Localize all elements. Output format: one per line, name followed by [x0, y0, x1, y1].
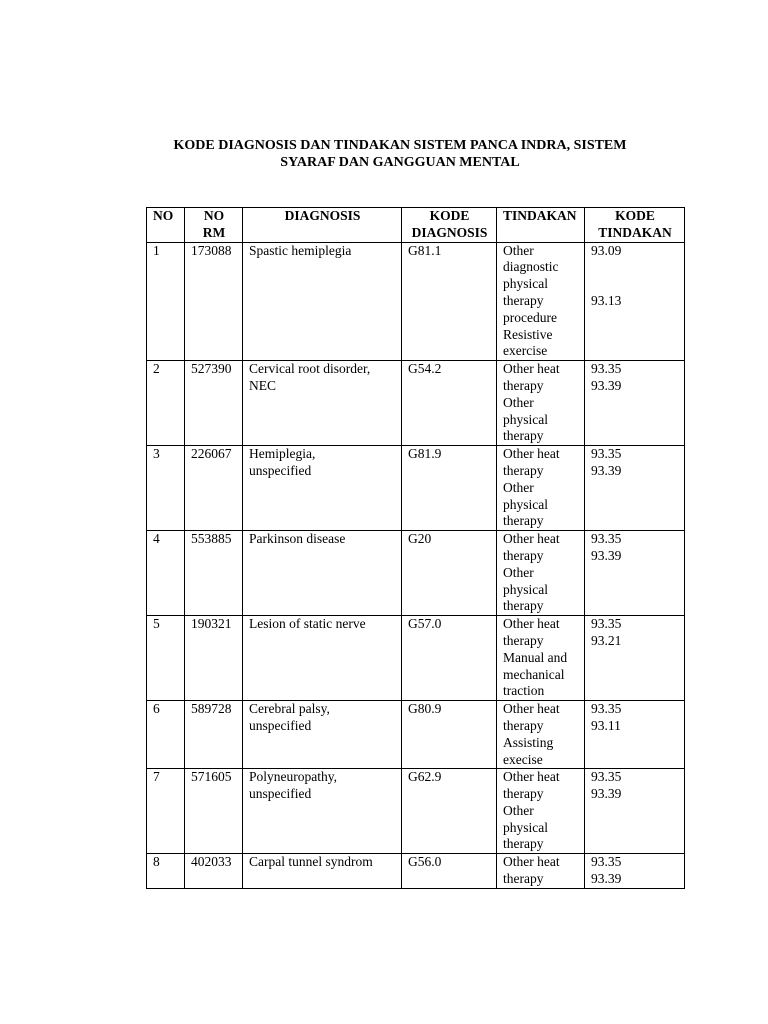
- cell-kode-tindakan: [585, 446, 685, 531]
- cell-kode-tindakan-line: 93.39: [591, 786, 622, 802]
- cell-tindakan-line: diagnostic: [503, 259, 559, 275]
- table-row: [147, 361, 685, 446]
- cell-no-rm-text: 571605: [191, 769, 232, 785]
- table-row: [147, 769, 685, 854]
- cell-no-rm-text: 173088: [191, 242, 232, 258]
- cell-kode-diagnosis: [402, 446, 497, 531]
- cell-kode-tindakan-line: [591, 276, 679, 293]
- cell-kode-tindakan-line: 93.35: [591, 616, 622, 632]
- cell-kode-tindakan-line: 93.09: [591, 242, 622, 258]
- cell-no-rm-text: 527390: [191, 361, 232, 377]
- cell-tindakan: [497, 616, 585, 701]
- cell-kode-tindakan: [585, 769, 685, 854]
- cell-tindakan-line: physical: [503, 496, 548, 512]
- table-row: [147, 446, 685, 531]
- cell-tindakan: [497, 854, 585, 889]
- cell-tindakan-line: therapy: [503, 786, 544, 802]
- header-kode-diagnosis: KODE DIAGNOSIS: [402, 208, 497, 243]
- cell-tindakan-line: physical: [503, 819, 548, 835]
- cell-tindakan-line: therapy: [503, 547, 544, 563]
- cell-no: [147, 616, 185, 701]
- cell-kode-diagnosis-text: G20: [408, 531, 432, 547]
- cell-no-rm: [185, 616, 243, 701]
- cell-kode-tindakan-line: [591, 259, 679, 276]
- cell-tindakan-line: Other: [503, 394, 534, 410]
- cell-diagnosis-line: Cerebral palsy,: [249, 701, 330, 717]
- title-line-2: SYARAF DAN GANGGUAN MENTAL: [280, 155, 520, 170]
- cell-tindakan-line: Other heat: [503, 854, 560, 870]
- title-line-1: KODE DIAGNOSIS DAN TINDAKAN SISTEM PANCA INDRA, SISTEM: [173, 138, 627, 153]
- cell-tindakan-line: Other heat: [503, 701, 560, 717]
- cell-no: [147, 361, 185, 446]
- cell-kode-tindakan-line: 93.11: [591, 717, 621, 733]
- cell-kode-diagnosis-text: G62.9: [408, 769, 442, 785]
- cell-kode-tindakan-line: 93.39: [591, 462, 622, 478]
- cell-kode-diagnosis-text: G54.2: [408, 361, 442, 377]
- cell-no-text: 3: [153, 446, 160, 462]
- cell-no-text: 8: [153, 854, 160, 870]
- cell-no: [147, 854, 185, 889]
- table-row: [147, 531, 685, 616]
- cell-tindakan-line: therapy: [503, 377, 544, 393]
- cell-diagnosis: [243, 361, 402, 446]
- cell-kode-diagnosis: [402, 701, 497, 769]
- cell-diagnosis-line: Polyneuropathy,: [249, 769, 337, 785]
- cell-kode-tindakan-line: 93.35: [591, 769, 622, 785]
- cell-diagnosis: [243, 531, 402, 616]
- cell-kode-tindakan-line: 93.39: [591, 377, 622, 393]
- cell-tindakan-line: mechanical: [503, 666, 565, 682]
- cell-tindakan-line: Other heat: [503, 446, 560, 462]
- cell-tindakan-line: Other: [503, 802, 534, 818]
- cell-tindakan: [497, 531, 585, 616]
- cell-diagnosis: [243, 616, 402, 701]
- table-row: [147, 854, 685, 889]
- cell-tindakan-line: therapy: [503, 871, 544, 887]
- cell-tindakan-line: Other heat: [503, 361, 560, 377]
- cell-diagnosis-line: unspecified: [249, 786, 312, 802]
- table-body: [147, 242, 685, 888]
- cell-no-rm-text: 226067: [191, 446, 232, 462]
- cell-no-text: 7: [153, 769, 160, 785]
- cell-tindakan-line: exercise: [503, 343, 548, 359]
- cell-diagnosis: [243, 769, 402, 854]
- cell-tindakan-line: therapy: [503, 717, 544, 733]
- cell-diagnosis-line: Cervical root disorder,: [249, 361, 371, 377]
- cell-kode-diagnosis-text: G81.1: [408, 242, 442, 258]
- cell-tindakan-line: therapy: [503, 598, 544, 614]
- cell-no-rm-text: 402033: [191, 854, 232, 870]
- cell-tindakan-line: therapy: [503, 462, 544, 478]
- cell-diagnosis-line: Lesion of static nerve: [249, 616, 366, 632]
- cell-kode-tindakan-line: 93.35: [591, 854, 622, 870]
- table-row: [147, 701, 685, 769]
- cell-diagnosis-line: Carpal tunnel syndrom: [249, 854, 373, 870]
- header-no-rm: NO RM: [185, 208, 243, 243]
- cell-no-text: 4: [153, 531, 160, 547]
- header-no: NO: [147, 208, 185, 243]
- table-header-row: [147, 208, 685, 243]
- cell-no-rm: [185, 446, 243, 531]
- cell-tindakan-line: Other: [503, 479, 534, 495]
- cell-tindakan-line: Other heat: [503, 531, 560, 547]
- cell-tindakan: [497, 361, 585, 446]
- cell-tindakan-line: Manual and: [503, 649, 568, 665]
- cell-kode-tindakan-line: 93.39: [591, 871, 622, 887]
- cell-diagnosis: [243, 446, 402, 531]
- cell-diagnosis-line: unspecified: [249, 717, 312, 733]
- cell-tindakan-line: therapy: [503, 632, 544, 648]
- cell-tindakan-line: therapy: [503, 428, 544, 444]
- cell-diagnosis-line: unspecified: [249, 462, 312, 478]
- cell-no-rm: [185, 854, 243, 889]
- cell-kode-tindakan: [585, 701, 685, 769]
- cell-diagnosis-line: Spastic hemiplegia: [249, 242, 352, 258]
- cell-kode-tindakan: [585, 854, 685, 889]
- cell-no-rm-text: 589728: [191, 701, 232, 717]
- cell-kode-diagnosis-text: G81.9: [408, 446, 442, 462]
- cell-no-rm: [185, 242, 243, 361]
- cell-kode-diagnosis: [402, 854, 497, 889]
- cell-tindakan-line: physical: [503, 411, 548, 427]
- cell-no-rm: [185, 361, 243, 446]
- cell-no-rm: [185, 701, 243, 769]
- cell-kode-tindakan-line: 93.13: [591, 292, 622, 308]
- cell-kode-tindakan-line: 93.21: [591, 632, 622, 648]
- cell-kode-diagnosis: [402, 361, 497, 446]
- cell-no-text: 5: [153, 616, 160, 632]
- cell-no-text: 2: [153, 361, 160, 377]
- cell-kode-diagnosis-text: G80.9: [408, 701, 442, 717]
- cell-tindakan: [497, 242, 585, 361]
- cell-tindakan-line: Assisting: [503, 734, 554, 750]
- cell-no: [147, 701, 185, 769]
- cell-diagnosis-line: NEC: [249, 377, 276, 393]
- cell-diagnosis: [243, 854, 402, 889]
- header-tindakan: TINDAKAN: [497, 208, 585, 243]
- cell-kode-tindakan-line: 93.35: [591, 531, 622, 547]
- cell-tindakan-line: Other: [503, 242, 534, 258]
- cell-tindakan-line: physical: [503, 581, 548, 597]
- cell-no-text: 1: [153, 242, 160, 258]
- cell-tindakan-line: Other: [503, 564, 534, 580]
- cell-tindakan: [497, 701, 585, 769]
- cell-no: [147, 531, 185, 616]
- cell-tindakan-line: Resistive: [503, 326, 553, 342]
- cell-kode-diagnosis: [402, 531, 497, 616]
- cell-no: [147, 242, 185, 361]
- cell-kode-diagnosis-text: G57.0: [408, 616, 442, 632]
- cell-tindakan: [497, 769, 585, 854]
- cell-kode-tindakan: [585, 242, 685, 361]
- cell-no-rm: [185, 769, 243, 854]
- cell-no-rm-text: 190321: [191, 616, 232, 632]
- cell-no: [147, 769, 185, 854]
- cell-kode-diagnosis: [402, 769, 497, 854]
- cell-tindakan-line: physical: [503, 276, 548, 292]
- cell-tindakan-line: Other heat: [503, 769, 560, 785]
- cell-kode-tindakan-line: 93.35: [591, 361, 622, 377]
- cell-tindakan: [497, 446, 585, 531]
- cell-kode-tindakan-line: 93.39: [591, 547, 622, 563]
- cell-no: [147, 446, 185, 531]
- cell-kode-tindakan: [585, 531, 685, 616]
- header-diagnosis: DIAGNOSIS: [243, 208, 402, 243]
- cell-diagnosis: [243, 242, 402, 361]
- cell-tindakan-line: execise: [503, 751, 543, 767]
- cell-diagnosis: [243, 701, 402, 769]
- document-title: [100, 137, 700, 171]
- table-row: [147, 242, 685, 361]
- cell-kode-tindakan: [585, 616, 685, 701]
- cell-kode-diagnosis: [402, 616, 497, 701]
- cell-tindakan-line: traction: [503, 683, 545, 699]
- table-row: [147, 616, 685, 701]
- cell-no-text: 6: [153, 701, 160, 717]
- cell-kode-tindakan-line: 93.35: [591, 446, 622, 462]
- cell-tindakan-line: Other heat: [503, 616, 560, 632]
- cell-diagnosis-line: Parkinson disease: [249, 531, 346, 547]
- cell-no-rm-text: 553885: [191, 531, 232, 547]
- header-kode-tindakan: KODE TINDAKAN: [585, 208, 685, 243]
- cell-tindakan-line: therapy: [503, 292, 544, 308]
- cell-kode-tindakan: [585, 361, 685, 446]
- cell-kode-tindakan-line: 93.35: [591, 701, 622, 717]
- cell-tindakan-line: therapy: [503, 836, 544, 852]
- cell-tindakan-line: therapy: [503, 513, 544, 529]
- cell-kode-diagnosis: [402, 242, 497, 361]
- diagnosis-table: [146, 207, 685, 889]
- cell-no-rm: [185, 531, 243, 616]
- cell-tindakan-line: procedure: [503, 309, 557, 325]
- cell-kode-diagnosis-text: G56.0: [408, 854, 442, 870]
- cell-diagnosis-line: Hemiplegia,: [249, 446, 316, 462]
